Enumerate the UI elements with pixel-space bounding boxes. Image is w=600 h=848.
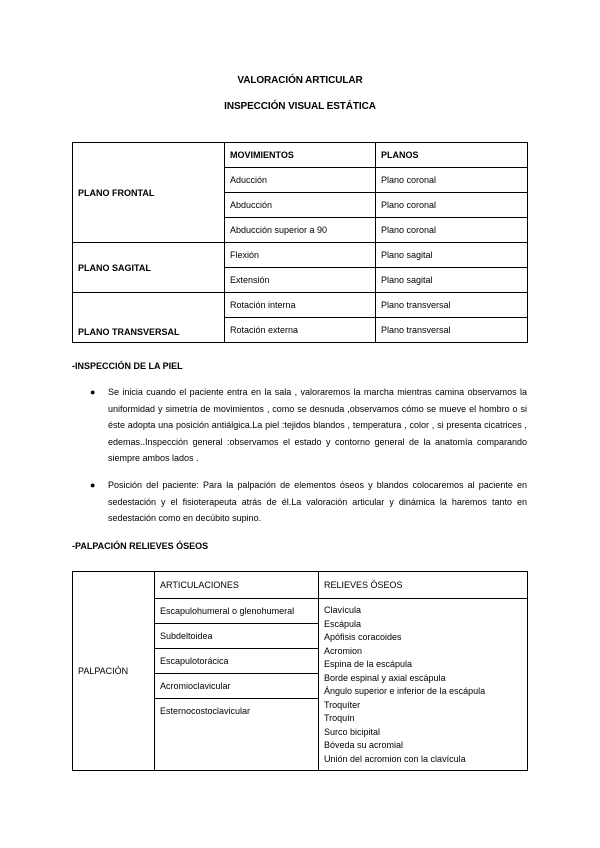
list-item [90,477,527,527]
plane-cell: Plano coronal [376,168,528,193]
relief-item: Ángulo superior e inferior de la escápula [324,686,486,696]
palpation-table [72,571,528,771]
articulation-item: Acromioclavicular [155,674,318,699]
movement-cell: Rotación interna [225,293,376,318]
document-title: VALORACIÓN ARTICULAR [237,75,363,86]
table-row [73,293,528,318]
bullet-text: Se inicia cuando el paciente entra en la sala , valoraremos la marcha mientras camina observamos la uniformidad y simetría de movimientos , como se desnuda ,observamos cómo se mueve el hombro o si éste adopta una posición antiálgica.La piel :tejidos blandos , temperatura , color , si presenta cicatrices , edemas..Inspección general :observamos el estado y contorno general de la anatomía comparando siempre ambos lados . [108,387,527,463]
bullet-icon: ● [90,387,96,397]
relief-item: Troquín [324,713,355,723]
column-header-articulations: ARTICULACIONES [155,572,319,599]
plane-cell: Plano coronal [376,193,528,218]
movement-cell: Abducción [225,193,376,218]
bullet-text: Posición del paciente: Para la palpación de elementos óseos y blandos colocaremos al paciente en sedestación y el fisioterapeuta atrás de él.La valoración articular y dinámica la haremos tanto en sedestación como en decúbito supino. [108,480,527,523]
relief-item: Espina de la escápula [324,659,413,669]
articulation-item: Escapulotorácica [155,649,318,674]
relief-item: Clavícula [324,605,362,615]
table-row [73,143,528,168]
bullet-icon: ● [90,480,96,490]
articulation-item: Esternocostoclavicular [160,706,251,716]
relief-item: Escápula [324,618,362,629]
plane-cell: Plano transversal [376,318,528,343]
relief-item: Apófisis coracoides [324,632,402,642]
plane-cell: Plano sagital [376,268,528,293]
relief-item: Bóveda su acromial [324,740,404,750]
articulation-item: Subdeltoidea [155,624,318,649]
relief-item: Unión del acromion con la clavícula [324,753,466,764]
row-label-plano-sagital: PLANO SAGITAL [73,243,225,293]
row-label-palpacion: PALPACIÓN [73,572,155,771]
articulations-cell [155,599,319,771]
relief-item: Borde espinal y axial escápula [324,672,446,683]
planes-movements-table [72,142,528,343]
row-label-plano-frontal: PLANO FRONTAL [73,143,225,243]
list-item [90,384,527,467]
relief-item: Acromion [324,645,363,656]
relief-item: Troquíter [324,699,361,710]
reliefs-list [319,599,527,770]
column-header-movements: MOVIMIENTOS [225,143,376,168]
movement-cell: Flexión [225,243,376,268]
movement-cell: Abducción superior a 90 [225,218,376,243]
plane-cell: Plano transversal [376,293,528,318]
relief-item: Surco bicipital [324,726,381,737]
articulation-item: Escapulohumeral o glenohumeral [155,599,318,624]
table-row [73,572,528,599]
column-header-planes: PLANOS [376,143,528,168]
column-header-reliefs: RELIEVES ÓSEOS [319,572,528,599]
document-subtitle: INSPECCIÓN VISUAL ESTÁTICA [224,101,376,112]
palpation-heading: -PALPACIÓN RELIEVES ÓSEOS [72,541,209,551]
skin-inspection-heading: -INSPECCIÓN DE LA PIEL [72,361,183,371]
movement-cell: Rotación externa [225,318,376,343]
reliefs-cell [319,599,528,771]
plane-cell: Plano coronal [376,218,528,243]
row-label-plano-transversal: PLANO TRANSVERSAL [73,293,225,343]
movement-cell: Extensión [225,268,376,293]
table-row [73,243,528,268]
movement-cell: Aducción [225,168,376,193]
plane-cell: Plano sagital [376,243,528,268]
